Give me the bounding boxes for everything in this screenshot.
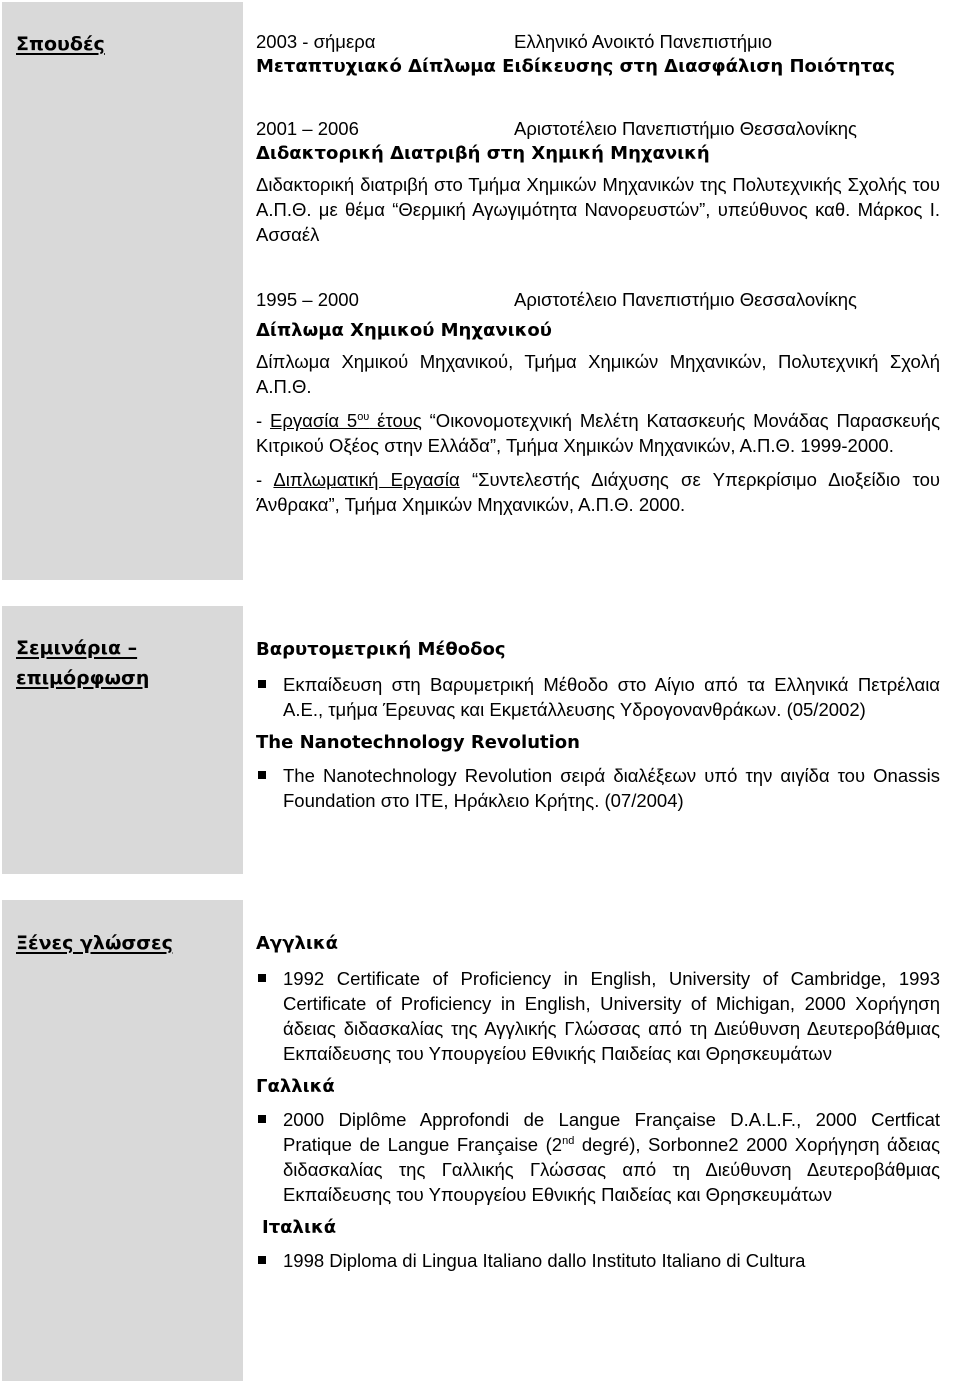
entry-institution: Αριστοτέλειο Πανεπιστήμιο Θεσσαλονίκης [514,118,857,139]
language-list [256,1107,940,1207]
list-item: The Nanotechnology Revolution σειρά διαλέξεων υπό την αιγίδα του Onassis Foundation στο ΙΤΕ, Ηράκλειο Κρήτης. (07/2004) [256,763,940,813]
entry-project-1: - Εργασία $5^{o\upsilon}$ έτους “Οικονομοτεχνική Μελέτη Κατασκευής Μονάδας Παρασκευής Κιτρικού Οξέος στην Ελλάδα”, Τμήμα Χημικών Μηχανικών, Α.Π.Θ. 1999-2000. [256,410,940,456]
studies-title: Σπουδές [16,33,105,55]
list-item: Εκπαίδευση στη Βαρυμετρική Μέθοδο στο Αίγιο από τα Ελληνικά Πετρέλαια Α.Ε., τμήμα Έρευνας και Εκμετάλλευσης Υδρογονανθράκων. (05/2002) [256,672,940,722]
studies-entry-3 [256,287,940,517]
list-item: 1998 Diploma di Lingua Italiano dallo Instituto Italiano di Cultura [256,1248,940,1273]
entry-project-2: - Διπλωματική Εργασία “Συντελεστής Διάχυσης σε Υπερκρίσιμο Διοξείδιο του Άνθρακα”, Τμήμα Χημικών Μηχανικών, Α.Π.Θ. 2000. [256,469,940,515]
languages-sidebar [2,900,243,1381]
entry-degree: Διδακτορική Διατριβή στη Χημική Μηχανική [256,143,710,164]
entry-description: Διδακτορική διατριβή στο Τμήμα Χημικών Μηχανικών της Πολυτεχνικής Σχολής του Α.Π.Θ. με θέμα “Θερμική Αγωγιμότητα Νανορευστών”, υπεύθυνος καθ. Μάρκος Ι. Ασσαέλ [256,174,940,245]
list-item: 1992 Certificate of Proficiency in English, University of Cambridge, 1993 Certificate of Proficiency in English, University of Michigan, 2000 Χορήγηση άδειας διδασκαλίας της Αγγλικής Γλώσσας από τη Διεύθυνση Δευτεροβάθμιας Εκπαίδευσης του Υπουργείου Εθνικής Παιδείας και Θρησκευμάτων [256,966,940,1066]
seminar-list [256,763,940,813]
entry-date: 2001 – 2006 [256,118,359,139]
project-title: Διπλωματική Εργασία [273,469,460,490]
seminar-heading: Βαρυτομετρική Μέθοδος [256,639,506,660]
seminars-content [256,637,940,813]
list-item: 2000 Diplôme Approfondi de Langue Française D.A.L.F., 2000 Certficat Pratique de Langue Française (2nd degré), Sorbonne2 2000 Χορήγηση άδειας διδασκαλίας της Γαλλικής Γλώσσας από τη Διεύθυνση Δευτεροβάθμιας Εκπαίδευσης του Υπουργείου Εθνικής Παιδείας και Θρησκευμάτων [256,1107,940,1207]
studies-entry-1 [256,29,940,79]
language-heading-english: Αγγλικά [256,933,339,954]
languages-title: Ξένες γλώσσες [16,932,173,954]
language-heading-french: Γαλλικά [256,1076,335,1097]
entry-institution: Ελληνικό Ανοικτό Πανεπιστήμιο [514,31,773,52]
seminars-title: Σεμινάρια – επιμόρφωση [16,637,150,689]
entry-description: Δίπλωμα Χημικού Μηχανικού, Τμήμα Χημικών Μηχανικών, Πολυτεχνική Σχολή Α.Π.Θ. [256,351,940,397]
project-title: Εργασία $5^{o\upsilon}$ έτους [270,410,422,431]
seminar-list [256,672,940,722]
entry-date: 2003 - σήμερα [256,31,376,52]
language-heading-italian: Ιταλικά [262,1217,337,1238]
studies-entry-2 [256,116,940,247]
languages-content [256,931,940,1273]
seminar-heading: The Nanotechnology Revolution [256,732,580,753]
studies-sidebar [2,2,243,580]
language-list [256,966,940,1066]
entry-institution: Αριστοτέλειο Πανεπιστήμιο Θεσσαλονίκης [514,289,857,310]
entry-degree: Μεταπτυχιακό Δίπλωμα Ειδίκευσης στη Διασφάλιση Ποιότητας [256,56,896,77]
entry-degree: Δίπλωμα Χημικού Μηχανικού [256,320,552,341]
entry-date: 1995 – 2000 [256,289,359,310]
language-list [256,1248,940,1273]
